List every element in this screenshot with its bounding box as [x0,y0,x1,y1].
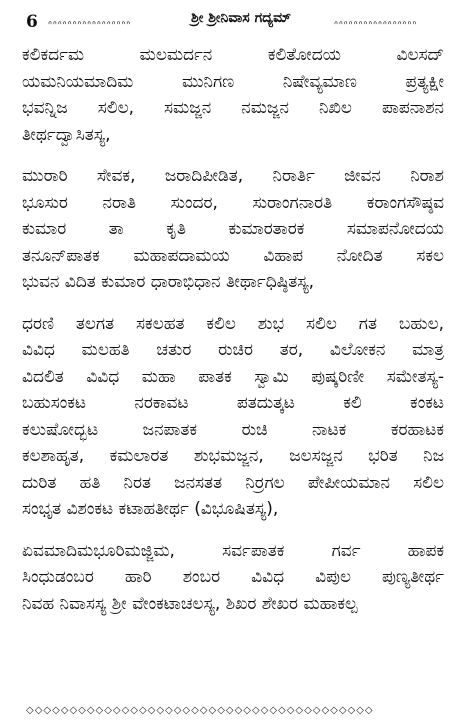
paragraph [22,538,444,618]
text-line: ಭವನ್ನಿಜ ಸಲಿಲ, ಸಮಜ್ಜನ ನಮಜ್ಜನ ನಿಖಿಲ ಪಾಪನಾಶನ [22,98,444,118]
text-line: ಧರಣಿ ತಲಗತ ಸಕಲಹತ ಕಲಿಲ ಶುಭ ಸಲಿಲ ಗತ ಬಹುಲ, [22,313,444,334]
text-line: ಏವಮಾದಿಮಭೂರಿಮಜ್ಜಿಮ, ಸರ್ವಪಾತಕ ಗರ್ವ ಹಾಪಕ [22,540,444,561]
page-header [0,4,460,38]
text-line: ಕಲುಷೋದ್ಭಟ ಜನಪಾತಕ ರುಚಿ ನಾಟಕ ಕರಹಾಟಕ [22,419,444,440]
paragraph [22,311,444,523]
text-line: ಕಲಿಕರ್ದಮ ಮಲಮರ್ದನ ಕಲಿತೋದಯ ವಿಲಸದ್ [22,45,444,65]
text-line: ತನೂನ್‌ಪಾತಕ ಮಹಾಪದಾಮಯ ವಿಹಾಪ ನೋದಿತ ಸಕಲ [22,245,444,266]
text-line: ಕಲಶಾಹೃತ, ಕಮಲಾರತ ಶುಭಮಜ್ಜನ, ಜಲಸಜ್ಜನ ಭರಿತ ನಿಜ [22,446,444,466]
text-line: ಬಹುಸಂಕಟ ನರಕಾವಟ ಪತದುತ್ಕಟ ಕಲಿ ಕಂಕಟ [22,393,444,413]
paragraph [22,42,444,148]
page-number: 6 [26,12,38,32]
footer-ornament [26,705,436,717]
text-line: ಮುರಾರಿ ಸೇವಕ, ಜರಾದಿಪೀಡಿತ, ನಿರಾರ್ತಿ ಜೀವನ ನಿರಾಶ [22,166,444,186]
body-text [22,42,444,632]
text-line: ವಿವಿಧ ಮಲಹತಿ ಚತುರ ರುಚಿರ ತರ, ವಿಲೋಕನ ಮಾತ್ರ [22,340,444,360]
text-line: ದುರಿತ ಹತಿ ನಿರತ ಜನಸತತ ನಿರ್ರಗಲ ಪೇಪೀಯಮಾನ ಸಲಿಲ [22,472,444,493]
header-ornament-right [334,20,434,30]
text-line: ತೀರ್ಥದ್ವಾಸಿತಸ್ಯ, [22,124,111,145]
header-ornament-left [48,20,148,30]
text-line: ಸಿಂಧುಡಂಬರ ಹಾರಿ ಶಂಬರ ವಿವಿಧ ವಿಪುಲ ಪುಣ್ಯತೀರ್ಥ [22,567,444,587]
text-line: ನಿವಹ ನಿವಾಸಸ್ಯ ಶ್ರೀ ವೇಂಕಟಾಚಲಸ್ಯ, ಶಿಖರ ಶೇಖರ ಮಹಾಕಲ್ಪ [22,593,358,614]
text-line: ಕುಮಾರ ತಾ ಕೃತಿ ಕುಮಾರತಾರಕ ಸಮಾಪನೋದಯ [22,219,444,239]
paragraph [22,163,444,296]
running-title: ಶ್ರೀ ಶ್ರೀನಿವಾಸ ಗದ್ಯಮ್ [191,10,291,26]
text-line: ವಿದಲಿತ ವಿವಿಧ ಮಹಾ ಪಾತಕ ಸ್ವಾಮಿ ಪುಷ್ಕರಿಣೀ ಸಮೇತಸ್ಯ- [22,366,444,387]
text-line: ಭುವನ ವಿದಿತ ಕುಮಾರ ಧಾರಾಭಿಧಾನ ತೀರ್ಥಾಧಿಷ್ಠಿತಸ್ಯ, [22,272,315,292]
text-line: ಭೂಸುರ ನರಾತಿ ಸುಂದರ, ಸುರಾಂಗನಾರತಿ ಕರಾಂಗಸೌಷ್ಠವ [22,192,444,213]
text-line: ಯಮನಿಯಮಾದಿಮ ಮುನಿಗಣ ನಿಷೇವ್ಯಮಾಣ ಪ್ರತ್ಯಕ್ಷೀ [22,71,444,92]
text-line: ಸಂಭೃತ ವಿಶಂಕಟ ಕಟಾಹತೀರ್ಥ (ವಿಭೂಷಿತಸ್ಯ), [22,499,279,519]
